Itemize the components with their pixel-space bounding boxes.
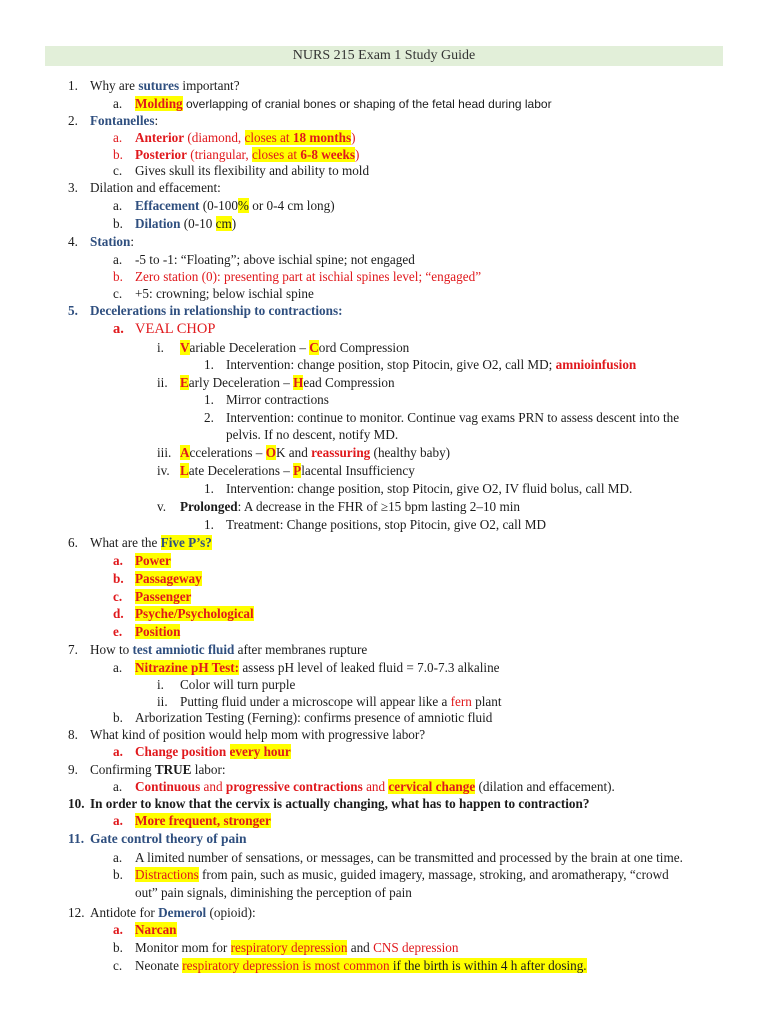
text-run: Intervention: change position, stop Pitocin, give O2, IV fluid bolus, call MD. [226, 481, 633, 496]
list-item [90, 78, 240, 94]
text-run: 18 months [292, 130, 352, 145]
list-item [226, 392, 329, 408]
list-marker: v. [157, 499, 167, 514]
list-marker: 9. [68, 762, 78, 777]
list-marker: iii. [157, 445, 172, 460]
text-run: from pain, such as music, guided imagery, massage, stroking, and aromatherapy, “crowd [198, 867, 669, 882]
text-run: K and [275, 445, 312, 460]
text-run: E [180, 375, 189, 390]
text-run: amnioinfusion [555, 357, 637, 372]
list-marker: 1. [68, 78, 78, 93]
list-marker: b. [113, 940, 123, 955]
text-run: Neonate [135, 958, 183, 973]
list-item [226, 481, 632, 497]
text-run: Change position [135, 744, 227, 759]
list-marker: a. [113, 198, 123, 213]
text-run: closes at [252, 147, 301, 162]
text-run: or 0-4 cm long) [248, 198, 335, 213]
list-item [180, 677, 295, 693]
list-item [226, 357, 636, 373]
text-run: Why are [90, 78, 139, 93]
text-run: -5 to -1: “Floating”; above ischial spine; not engaged [135, 252, 415, 267]
list-item [90, 642, 367, 658]
list-marker: b. [113, 147, 123, 162]
text-run: Gate control theory of pain [90, 831, 247, 846]
text-run: every hour [229, 744, 291, 759]
list-marker: 10. [68, 796, 85, 811]
list-marker: b. [113, 571, 124, 586]
text-run: O [265, 445, 276, 460]
text-run: Power [135, 553, 171, 568]
text-run: respiratory depression [230, 940, 348, 955]
text-run: P [293, 463, 302, 478]
text-run: +5: crowning; below ischial spine [135, 286, 314, 301]
list-item [135, 922, 177, 938]
list-marker: iv. [157, 463, 170, 478]
list-item [135, 940, 458, 956]
text-run: Monitor mom for [135, 940, 231, 955]
list-marker: b. [113, 216, 123, 231]
text-run: (healthy baby) [370, 445, 451, 460]
text-run: Nitrazine pH Test: [135, 660, 240, 675]
text-run: out” pain signals, diminishing the perception of pain [135, 885, 412, 900]
text-run: ) [354, 147, 360, 162]
text-run: lacental Insufficiency [301, 463, 415, 478]
text-run: : [154, 113, 159, 128]
list-marker: ii. [157, 375, 168, 390]
text-run: Putting fluid under a microscope will appear like a [180, 694, 451, 709]
text-run: and [200, 779, 226, 794]
text-run: (0-100 [199, 198, 238, 213]
list-marker: ii. [157, 694, 168, 709]
text-run: Intervention: continue to monitor. Continue vag exams PRN to assess descent into the [226, 410, 680, 425]
text-run: ead Compression [303, 375, 395, 390]
list-item [90, 831, 246, 847]
text-run: Passenger [135, 589, 192, 604]
text-run: sutures [138, 78, 180, 93]
list-marker: c. [113, 958, 123, 973]
text-run: Decelerations in relationship to contractions: [90, 303, 343, 318]
text-run: overlapping of cranial bones or shaping of the fetal head during labor [182, 97, 552, 111]
text-run: V [180, 340, 190, 355]
text-run: How to [90, 642, 133, 657]
text-run: cm [215, 216, 232, 231]
list-marker: 2. [204, 410, 214, 425]
text-run: Narcan [135, 922, 177, 937]
list-marker: b. [113, 710, 123, 725]
text-run: Zero station (0): presenting part at ischial spines level; “engaged” [135, 269, 482, 284]
text-run: Posterior [135, 147, 187, 162]
list-item [135, 744, 291, 760]
text-run: Psyche/Psychological [135, 606, 254, 621]
list-marker: 11. [68, 831, 85, 846]
list-marker: 6. [68, 535, 78, 550]
text-run: Mirror contractions [226, 392, 329, 407]
text-run: A limited number of sensations, or messages, can be transmitted and processed by the brain at one time. [135, 850, 683, 865]
text-run: (opioid): [206, 905, 256, 920]
text-run: Antidote for [90, 905, 159, 920]
list-marker: a. [113, 321, 124, 337]
text-run: Distractions [135, 867, 199, 882]
list-marker: 1. [204, 357, 214, 372]
text-run: Prolonged [180, 499, 238, 514]
text-run: and [347, 940, 374, 955]
text-run: L [180, 463, 189, 478]
text-run: 6-8 weeks [300, 147, 355, 162]
list-item [135, 571, 202, 587]
text-run: reassuring [311, 445, 371, 460]
list-marker: 3. [68, 180, 78, 195]
list-marker: b. [113, 867, 123, 882]
list-item [226, 517, 546, 533]
text-run: Five P’s? [160, 535, 212, 550]
list-item [135, 96, 552, 112]
text-run: TRUE [154, 762, 192, 777]
list-item [135, 269, 481, 285]
text-run: ariable Deceleration – [189, 340, 310, 355]
list-item [135, 589, 191, 605]
list-item [135, 147, 359, 163]
list-marker: a. [113, 813, 123, 828]
list-marker: 12. [68, 905, 85, 920]
list-marker: d. [113, 606, 124, 621]
text-run: (dilation and effacement). [475, 779, 615, 794]
text-run: ) [231, 216, 237, 231]
text-run: Confirming [90, 762, 155, 777]
list-item [90, 113, 158, 129]
page-title: NURS 215 Exam 1 Study Guide [45, 46, 723, 66]
text-run: labor: [191, 762, 226, 777]
text-run: Anterior [135, 130, 185, 145]
list-item [180, 499, 520, 515]
list-marker: a. [113, 96, 123, 111]
list-marker: 1. [204, 481, 214, 496]
text-run: Passageway [135, 571, 202, 586]
text-run: ord Compression [318, 340, 410, 355]
list-item [135, 130, 356, 146]
list-marker: a. [113, 779, 123, 794]
list-item [135, 163, 369, 179]
list-marker: c. [113, 589, 123, 604]
text-run: test amniotic fluid [132, 642, 235, 657]
text-run: Color will turn purple [180, 677, 296, 692]
list-item [135, 606, 254, 622]
text-run: Demerol [158, 905, 207, 920]
list-item [90, 303, 343, 319]
list-item [135, 198, 335, 214]
list-item [135, 885, 412, 901]
list-marker: i. [157, 340, 164, 355]
list-item [180, 445, 450, 461]
text-run: CNS depression [373, 940, 459, 955]
text-run: Fontanelles [90, 113, 155, 128]
list-marker: 8. [68, 727, 78, 742]
text-run: % [237, 198, 249, 213]
text-run: (triangular, [187, 147, 253, 162]
text-run: In order to know that the cervix is actually changing, what has to happen to contraction? [90, 796, 590, 811]
text-run: Molding [135, 96, 183, 111]
text-run: important? [179, 78, 240, 93]
text-run: ate Decelerations – [188, 463, 294, 478]
list-item [90, 796, 589, 812]
list-item [135, 286, 314, 302]
list-marker: 1. [204, 392, 214, 407]
list-item [135, 779, 615, 795]
text-run: Intervention: change position, stop Pitocin, give O2, call MD; [226, 357, 556, 372]
text-run: Treatment: Change positions, stop Pitocin, give O2, call MD [226, 517, 547, 532]
list-marker: 7. [68, 642, 78, 657]
text-run: Dilation [135, 216, 181, 231]
text-run: Dilation and effacement: [90, 180, 221, 195]
list-marker: a. [113, 130, 123, 145]
text-run: More frequent, stronger [135, 813, 271, 828]
text-run: cervical change [388, 779, 476, 794]
text-run: plant [471, 694, 502, 709]
list-item [135, 710, 492, 726]
text-run: and [362, 779, 389, 794]
text-run: Position [135, 624, 181, 639]
list-item [180, 694, 502, 710]
list-marker: c. [113, 286, 123, 301]
text-run: Continuous [135, 779, 201, 794]
list-item [90, 180, 221, 196]
text-run: Effacement [135, 198, 200, 213]
list-marker: a. [113, 252, 123, 267]
text-run: fern [450, 694, 472, 709]
text-run: after membranes rupture [234, 642, 368, 657]
list-marker: b. [113, 269, 123, 284]
text-run: What kind of position would help mom with progressive labor? [90, 727, 426, 742]
list-marker: a. [113, 660, 123, 675]
list-item [135, 252, 415, 268]
text-run: closes at [244, 130, 293, 145]
list-item [180, 340, 409, 356]
list-item [135, 867, 669, 883]
text-run: assess pH level of leaked fluid = 7.0-7.3 alkaline [239, 660, 500, 675]
list-item [226, 427, 398, 443]
text-run: : [130, 234, 134, 249]
list-item [135, 813, 271, 829]
list-marker: 5. [68, 303, 78, 318]
text-run: VEAL CHOP [135, 321, 216, 337]
list-marker: e. [113, 624, 123, 639]
text-run: if the birth is within 4 h after dosing. [389, 958, 587, 973]
list-marker: 1. [204, 517, 214, 532]
list-marker: a. [113, 922, 123, 937]
text-run: What are the [90, 535, 161, 550]
list-marker: a. [113, 553, 123, 568]
text-run: ccelerations – [189, 445, 266, 460]
list-marker: a. [113, 744, 123, 759]
text-run: C [309, 340, 319, 355]
list-item [226, 410, 679, 426]
list-marker: c. [113, 163, 123, 178]
list-item [135, 850, 683, 866]
list-marker: i. [157, 677, 164, 692]
text-run: pelvis. If no descent, notify MD. [226, 427, 399, 442]
text-run: H [293, 375, 304, 390]
list-item [135, 624, 180, 640]
text-run: progressive contractions [225, 779, 363, 794]
list-item [135, 321, 215, 337]
list-marker: a. [113, 850, 123, 865]
list-item [180, 463, 415, 479]
list-item [90, 905, 256, 921]
list-item [90, 535, 212, 551]
list-marker: 2. [68, 113, 78, 128]
text-run: A [180, 445, 190, 460]
text-run: Arborization Testing (Ferning): confirms presence of amniotic fluid [135, 710, 493, 725]
list-item [135, 553, 171, 569]
list-item [90, 234, 134, 250]
text-run: Station [90, 234, 131, 249]
list-item [135, 958, 587, 974]
text-run: (diamond, [184, 130, 245, 145]
list-item [90, 762, 226, 778]
text-run: Gives skull its flexibility and ability to mold [135, 163, 370, 178]
text-run: : A decrease in the FHR of ≥15 bpm lasting 2–10 min [237, 499, 520, 514]
list-item [135, 216, 236, 232]
text-run: respiratory depression is most common [182, 958, 390, 973]
text-run: arly Deceleration – [188, 375, 294, 390]
list-item [90, 727, 425, 743]
list-marker: 4. [68, 234, 78, 249]
text-run: ) [351, 130, 356, 145]
list-item [180, 375, 395, 391]
list-item [135, 660, 500, 676]
text-run: (0-10 [180, 216, 216, 231]
